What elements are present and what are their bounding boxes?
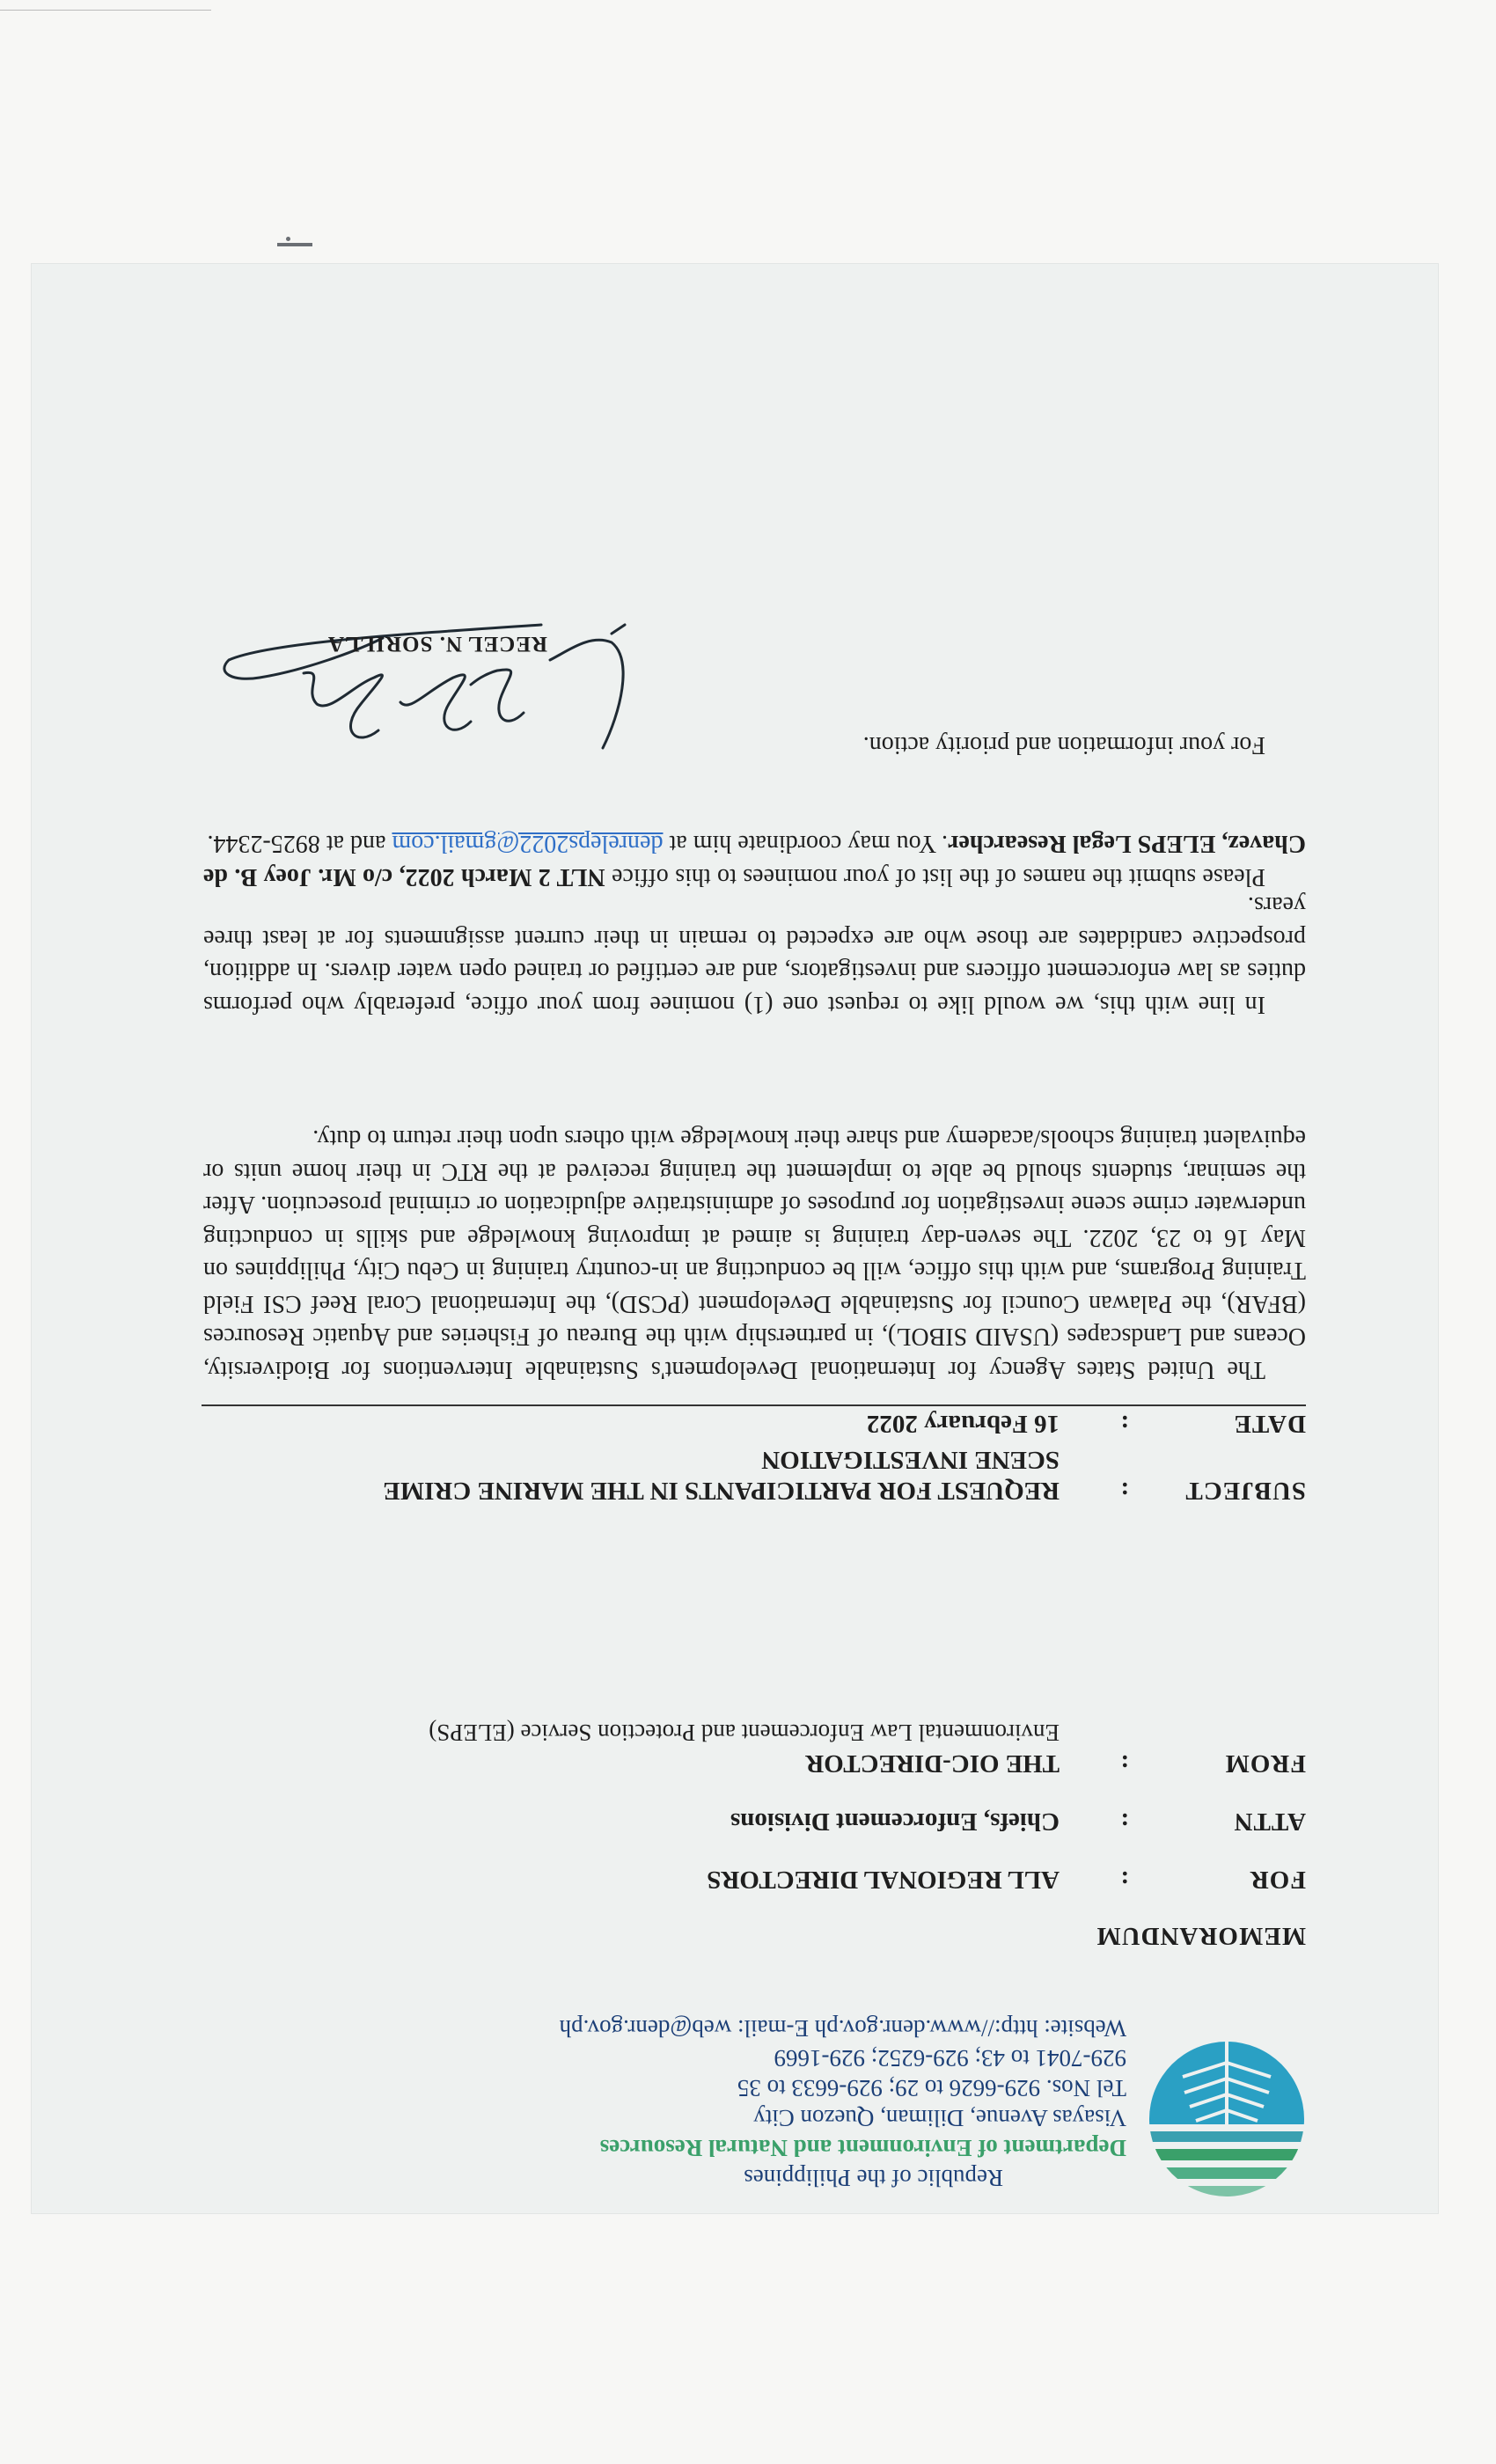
for-label: FOR (1249, 1866, 1306, 1894)
divider (202, 1404, 1306, 1406)
paragraph-3-lead: Please submit the names of the list of your nominees to this office (605, 863, 1265, 891)
body-paragraph-2 (203, 889, 1306, 1021)
attn-colon: : (1120, 1808, 1129, 1836)
for-value: ALL REGIONAL DIRECTORS (707, 1866, 1060, 1894)
paragraph-3-text (203, 827, 1306, 893)
paragraph-4-text: For your information and priority action. (862, 731, 1265, 759)
subject-line-2: SCENE INVESTIGATION (761, 1446, 1060, 1474)
attn-value: Chiefs, Enforcement Divisions (730, 1808, 1060, 1836)
scan-mark (277, 243, 312, 246)
for-colon: : (1120, 1866, 1129, 1894)
date-colon: : (1120, 1410, 1129, 1438)
body-paragraph-3 (203, 827, 1306, 893)
paragraph-2-text: In line with this, we would like to request one (1) nominee from your office, preferably who performs duties as law enforcement officers and investigators, and are certified or trained open water divers. In addition, prospective candidates are those who are expected to remain in their current assignments for at least three years. (203, 891, 1306, 1018)
body-paragraph-1 (203, 1122, 1306, 1386)
paragraph-3-deadline: NLT 2 March 2022, c/o Mr. Joey B. de Chavez, ELEPS Legal Researcher (203, 830, 1306, 891)
telephone-line: Tel Nos. 929-6626 to 29; 929-6633 to 35 (737, 2075, 1126, 2101)
denr-logo-icon (1148, 2040, 1306, 2198)
from-label: FROM (1224, 1749, 1306, 1778)
from-office: Environmental Law Enforcement and Protection Service (ELEPS) (429, 1720, 1060, 1746)
department-name: Department of Environment and Natural Resources (599, 2135, 1126, 2161)
scan-speck (286, 237, 290, 241)
website-email-line: Website: http://www.denr.gov.ph E-mail: web@denr.gov.ph (559, 2015, 1126, 2042)
subject-label: SUBJECT (1184, 1477, 1306, 1505)
memo-title: MEMORANDUM (1096, 1922, 1306, 1950)
signatory-name: RECEL N. SORILLA (326, 632, 547, 656)
from-value: THE OIC-DIRECTOR (805, 1749, 1060, 1778)
paragraph-3-phone: and at 8925-2344. (207, 830, 392, 858)
subject-line-1: REQUEST FOR PARTICIPANTS IN THE MARINE CRIME (383, 1477, 1060, 1505)
date-label: DATE (1233, 1410, 1306, 1438)
contact-email-link[interactable]: denreleps2022@gmail.com (392, 830, 664, 858)
subject-colon: : (1120, 1477, 1129, 1505)
paragraph-3-coordinate: . You may coordinate him at (663, 830, 949, 858)
from-colon: : (1120, 1749, 1129, 1778)
scan-edge (0, 10, 211, 11)
date-value: 16 February 2022 (866, 1410, 1060, 1438)
address-line: Visayas Avenue, Diliman, Quezon City (753, 2105, 1126, 2131)
attn-label: ATTN (1233, 1808, 1306, 1836)
telephone-line-2: 929-7041 to 43; 929-6252; 929-1669 (774, 2045, 1126, 2072)
paragraph-1-text: The United States Agency for International Development's Sustainable Interventions for Biodiversity, Oceans and Landscapes (USAID SIBOL), in partnership with the Bureau of Fisheries and Aquatic Resources (BFAR), the Palawan Council for Sustainable Development (PCSD), the International Coral Reef CSI Field Training Programs, and with this office, will be conducting an in-country training in Cebu City, Philippines on May 16 to 23, 2022. The seven-day training is aimed at improving knowledge and skills in conducting underwater crime scene investigation for purposes of administrative adjudication or criminal prosecution. After the seminar, students should be able to implement the training received at the RTC in their home units or equivalent training schools/academy and share their knowledge with others upon their return to duty. (203, 1125, 1306, 1383)
republic-line: Republic of the Philippines (744, 2165, 1003, 2191)
